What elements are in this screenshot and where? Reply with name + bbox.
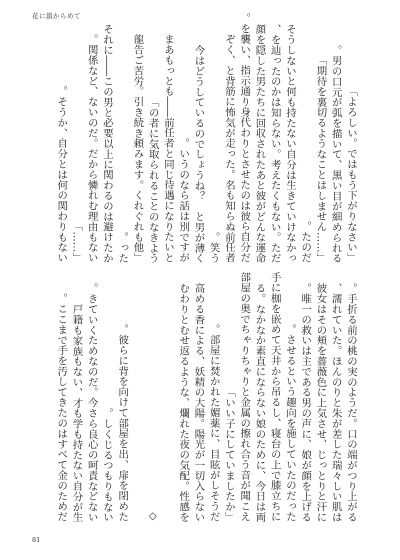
text-column: ここまで手を汚してきたのはすべて金のためだ。 (55, 293, 68, 522)
text-column: きていくためなのだ。今さら良心の呵責などない。 (85, 282, 98, 522)
text-column: 男の口元が弧を描いて、黒い目が細められる。 (329, 44, 342, 263)
text-column: 顔を隠した男たちに回収されたあと彼がどんな運命 (253, 23, 266, 263)
text-column: 戸籍も家族もない、才も学も持たない自分が生 (70, 303, 83, 522)
running-head: 花に鎖からめて (32, 12, 81, 20)
text-column: 高める香による、妖精の大陽。陽光が一切入らない (192, 282, 205, 522)
text-column: 彼女はその頬を薔薇色に上気させ、じっとりと汗に (314, 282, 327, 522)
lower-text-block (52, 272, 357, 522)
text-column: ぞく、と背筋に怖気が走った。名も知らぬ前任者 (223, 34, 235, 263)
text-column: そうか、自分とは何の関わりもない。 (55, 86, 68, 263)
text-column: そうしないと何も持たない自分は生きていけなかっ (284, 23, 296, 263)
text-column: 濡れていた。ほんのりと朱が差した瑞々しい肌は、 (329, 282, 342, 522)
text-column: 部屋に焚かれた媚薬に、目眩がしそうだ。 (207, 324, 220, 522)
text-column: 手折る前の桃の実のようだ。口の端がつり上がる。 (345, 282, 357, 522)
page-number: 81 (32, 536, 41, 544)
text-column: それに――この男と必要以上に関わるのは避けたか (101, 23, 113, 263)
text-column: の者に気取られることのなきよう」 (146, 96, 159, 263)
text-column: る。なかなか素直にならない娘のために、今日は両 (253, 282, 266, 522)
text-column: むわりとむせ返るような、爛れた夜の気配。性感を (177, 282, 190, 522)
text-column: しくじるつもりもない。 (101, 407, 113, 522)
text-column: 「よろしい。ではもう下がりなさい」 (345, 86, 357, 263)
text-column: いうのなら話は別ですが。 (177, 138, 190, 263)
text-column: った。 (116, 231, 129, 263)
text-column: 「……」 (70, 221, 83, 263)
text-column: 「龍告ご苦労。引き続き頼みます。くれぐれも他 (131, 34, 144, 263)
text-column: 彼らに背を向けて部屋を出、扉を閉めた。 (116, 324, 129, 522)
text-column: 今はどうしているのでしょうね？ と男が薄く (192, 44, 205, 263)
text-column: を襲い、指示通り身代わりとさせたのは彼ら自分だ。 (238, 13, 251, 263)
text-column (132, 287, 144, 522)
text-column: 「いい子にしていましたか」 (223, 386, 235, 522)
text-column: を辿ったのかは知らない。考えたくもない。ただ、 (268, 23, 281, 263)
text-column: たのだ。 (299, 221, 312, 263)
text-column: まあもっとも――前任者と同じ待遇になりたいと (162, 34, 174, 263)
text-column: 笑う。 (207, 231, 220, 263)
text-column: 唯一の救いは主である男の声に、娘が顔を上げる。 (299, 282, 312, 522)
text-column: 手に枷を嵌めて天井から吊るし、寝台の上で膝立ちに (268, 272, 281, 522)
text-column: 関係など、ないのだ。だから憐れむ理由もない。 (85, 34, 98, 263)
text-column: させるという趣向を施していたのだった。 (284, 324, 296, 522)
text-column: 「……期待を裏切るようなことはしません」 (314, 55, 327, 263)
text-column: ◇ (146, 510, 159, 522)
text-column: 部屋の奥でちゃりちゃりと金属の擦れ合う音が聞こえ (238, 272, 251, 522)
text-column (162, 287, 174, 522)
